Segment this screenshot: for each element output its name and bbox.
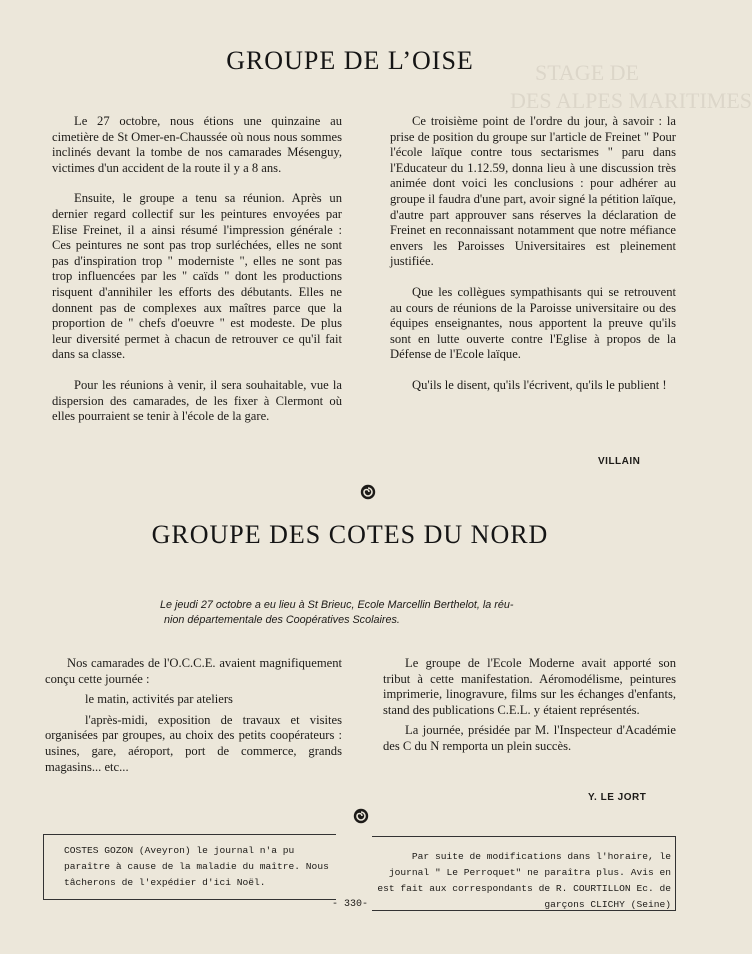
- paragraph: Nos camarades de l'O.C.C.E. avaient magnifiquement conçu cette journée :: [45, 656, 342, 686]
- intro-line: Le jeudi 27 octobre a eu lieu à St Brieuc, Ecole Marcellin Berthelot, la réu-: [160, 599, 514, 611]
- paragraph: l'après-midi, exposition de travaux et visites organisées par groupes, au choix des petits coopérateurs : usines, gare, aéroport, port de commerce, grands magasins... etc...: [45, 712, 342, 774]
- page-number: - 330-: [331, 899, 368, 910]
- intro-text: [160, 598, 665, 628]
- intro-line: nion départementale des Coopératives Scolaires.: [164, 614, 400, 626]
- right-column: [390, 114, 676, 409]
- paragraph: Le groupe de l'Ecole Moderne avait apporté son tribut à cette manifestation. Aéromodélisme, peintures imprimerie, linogravure, films sur les échanges d'enfants, stand des publications C.E.L. y étaient représentés.: [383, 656, 676, 717]
- paragraph: Ensuite, le groupe a tenu sa réunion. Après un dernier regard collectif sur les peintures envoyées par Elise Freinet, il a ainsi résumé l'impression générale : Ces peintures ne sont pas trop surléchées, elles ne sont pas d'inspiration trop " moderniste ", elles ne sont pas trop influencées par les " caïds " dont les productions risquent d'annihiler les efforts des débutants. Elles ne donnent pas de complexes aux maîtres parce que la proportion de " chefs d'oeuvre " est modeste. De plus leur diversité permet à chacun de retrouver ce qu'il fait dans sa classe.: [52, 191, 342, 362]
- left-column: [45, 656, 342, 790]
- paragraph: Que les collègues sympathisants qui se retrouvent au cours de réunions de la Paroisse universitaire ou des équipes enseignantes, nous apportent la preuve qu'ils sont en lutte ouverte contre l'Eglise à propos de la Défense de l'Ecole laïque.: [390, 284, 676, 362]
- bleed-through-text: DES ALPES MARITIMES: [510, 88, 752, 113]
- paragraph: le matin, activités par ateliers: [85, 692, 233, 707]
- notice-box-right: [372, 836, 676, 911]
- notice-box-left: [43, 834, 336, 900]
- paragraph: Ce troisième point de l'ordre du jour, à savoir : la prise de position du groupe sur l'article de Freinet " Pour l'école laïque contre tous sectarismes " paru dans l'Educateur du 1.12.59, donna lieu à une discussion très animée dont voici les conclusions : pour adhérer au groupe il faudra d'une part, avoir signé la pétition laïque, d'autre part approuver sans réserves la déclaration de Freinet en reconnaissant notamment que notre méfiance envers les Paroisses Universitaires est pleinement justifiée.: [390, 114, 676, 269]
- section-title: GROUPE DE L’OISE: [226, 46, 474, 75]
- paragraph: Le 27 octobre, nous étions une quinzaine au cimetière de St Omer-en-Chaussée où nous nous sommes inclinés devant la tombe de nos camarades Mésenguy, victimes d'un accident de la route il y a 8 ans.: [52, 114, 342, 175]
- notice-text: COSTES GOZON (Aveyron) le journal n'a pu paraître à cause de la maladie du maître. Nous tâcherons de l'expédier d'ici Noël.: [64, 845, 329, 888]
- paragraph: La journée, présidée par M. l'Inspecteur d'Académie des C du N remporta un plein succès.: [383, 723, 676, 753]
- paragraph: Qu'ils le disent, qu'ils l'écrivent, qu'ils le publient !: [412, 377, 667, 392]
- section-title: GROUPE DES COTES DU NORD: [151, 520, 549, 549]
- spiral-ornament-icon: [360, 484, 376, 500]
- signature: Y. LE JORT: [588, 792, 647, 803]
- spiral-ornament-icon: [353, 808, 369, 824]
- notice-text: Par suite de modifications dans l'horaire, le journal " Le Perroquet" ne paraîtra plus. Avis en est fait aux correspondants de R. COURTILLON Ec. de garçons CLICHY (Seine): [377, 851, 671, 910]
- signature: VILLAIN: [598, 456, 641, 467]
- bleed-through-text: STAGE DE: [535, 60, 639, 85]
- right-column: [383, 656, 676, 770]
- left-column: [52, 114, 342, 440]
- paragraph: Pour les réunions à venir, il sera souhaitable, vue la dispersion des camarades, de les fixer à Clermont où elles pourraient se tenir à l'école de la gare.: [52, 377, 342, 424]
